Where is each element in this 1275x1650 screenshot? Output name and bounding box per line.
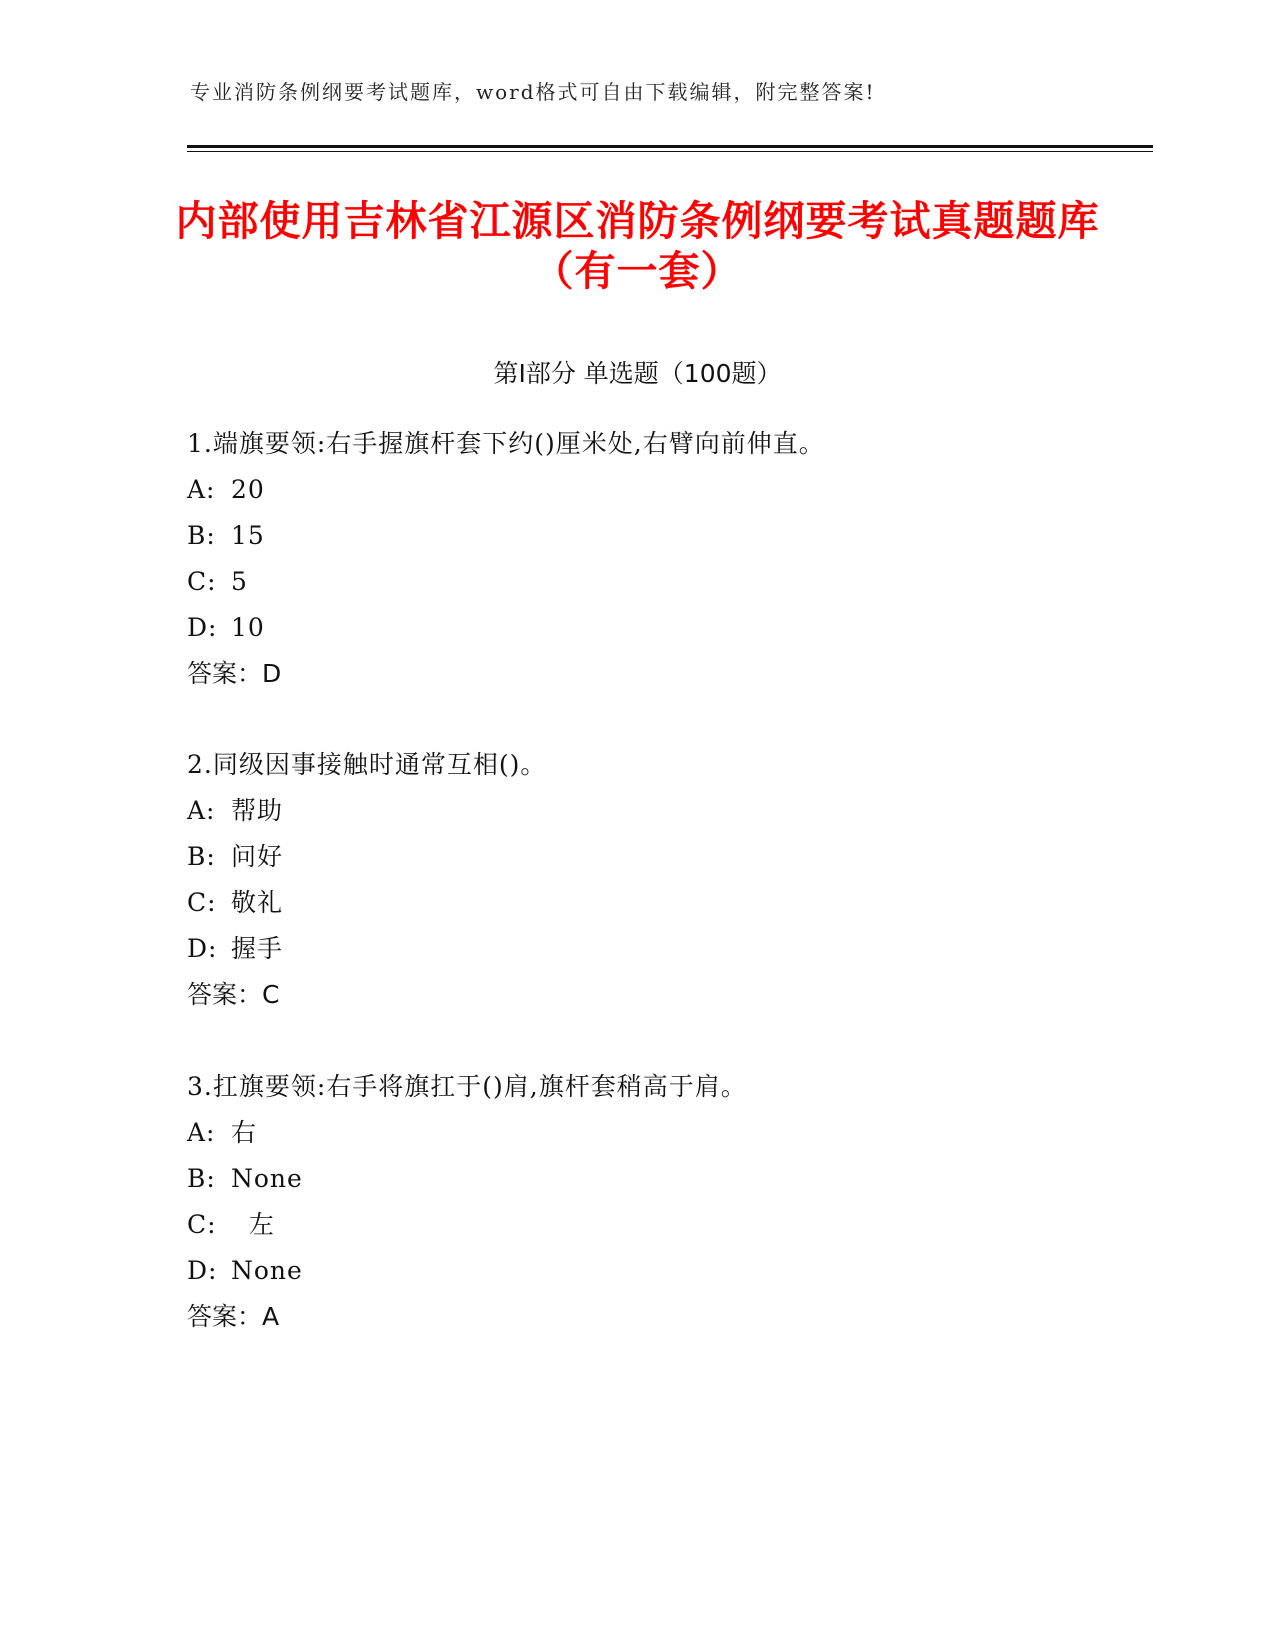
answer-line: 答案：D	[187, 659, 282, 688]
answer-line: 答案：A	[187, 1302, 280, 1331]
option-letter: D:	[187, 613, 218, 642]
option-letter: B:	[187, 1164, 216, 1193]
option-text: None	[231, 1256, 303, 1285]
option-letter: B:	[187, 842, 216, 871]
option-c	[187, 880, 1137, 926]
header-divider-thin	[187, 151, 1153, 152]
option-text: 敬礼	[231, 888, 284, 917]
option-d	[187, 605, 1137, 651]
question-stem: 2.同级因事接触时通常互相()。	[187, 750, 547, 779]
header-note: 专业消防条例纲要考试题库，word格式可自由下载编辑，附完整答案!	[190, 80, 876, 104]
option-d	[187, 1248, 1137, 1294]
option-letter: C:	[187, 1210, 217, 1239]
header-divider	[187, 145, 1153, 148]
option-text: 左	[231, 1210, 275, 1239]
option-a	[187, 467, 1137, 513]
question-stem: 1.端旗要领:右手握旗杆套下约()厘米处,右臂向前伸直。	[187, 429, 825, 458]
option-letter: A:	[187, 475, 216, 504]
option-letter: C:	[187, 567, 217, 596]
option-text: 10	[231, 613, 265, 642]
option-letter: A:	[187, 1118, 216, 1147]
option-a	[187, 1110, 1137, 1156]
question-3	[187, 1064, 1137, 1340]
option-text: 问好	[231, 842, 284, 871]
option-d	[187, 926, 1137, 972]
option-text: 20	[231, 475, 265, 504]
document-title: 内部使用吉林省江源区消防条例纲要考试真题题库（有一套）	[175, 197, 1100, 295]
option-text: 15	[231, 521, 265, 550]
option-text: 5	[231, 567, 248, 596]
option-letter: B:	[187, 521, 216, 550]
option-text: 右	[231, 1118, 258, 1147]
option-text: 握手	[231, 934, 284, 963]
option-text: None	[231, 1164, 303, 1193]
section-heading: 第Ⅰ部分 单选题（100题）	[493, 359, 782, 388]
option-b	[187, 1156, 1137, 1202]
option-c	[187, 1202, 1137, 1248]
question-2	[187, 742, 1137, 1018]
question-stem: 3.扛旗要领:右手将旗扛于()肩,旗杆套稍高于肩。	[187, 1072, 747, 1101]
option-c	[187, 559, 1137, 605]
option-b	[187, 834, 1137, 880]
option-letter: D:	[187, 1256, 218, 1285]
option-letter: A:	[187, 796, 216, 825]
option-a	[187, 788, 1137, 834]
option-letter: D:	[187, 934, 218, 963]
answer-line: 答案：C	[187, 980, 280, 1009]
option-b	[187, 513, 1137, 559]
question-1	[187, 421, 1137, 697]
option-text: 帮助	[231, 796, 284, 825]
option-letter: C:	[187, 888, 217, 917]
